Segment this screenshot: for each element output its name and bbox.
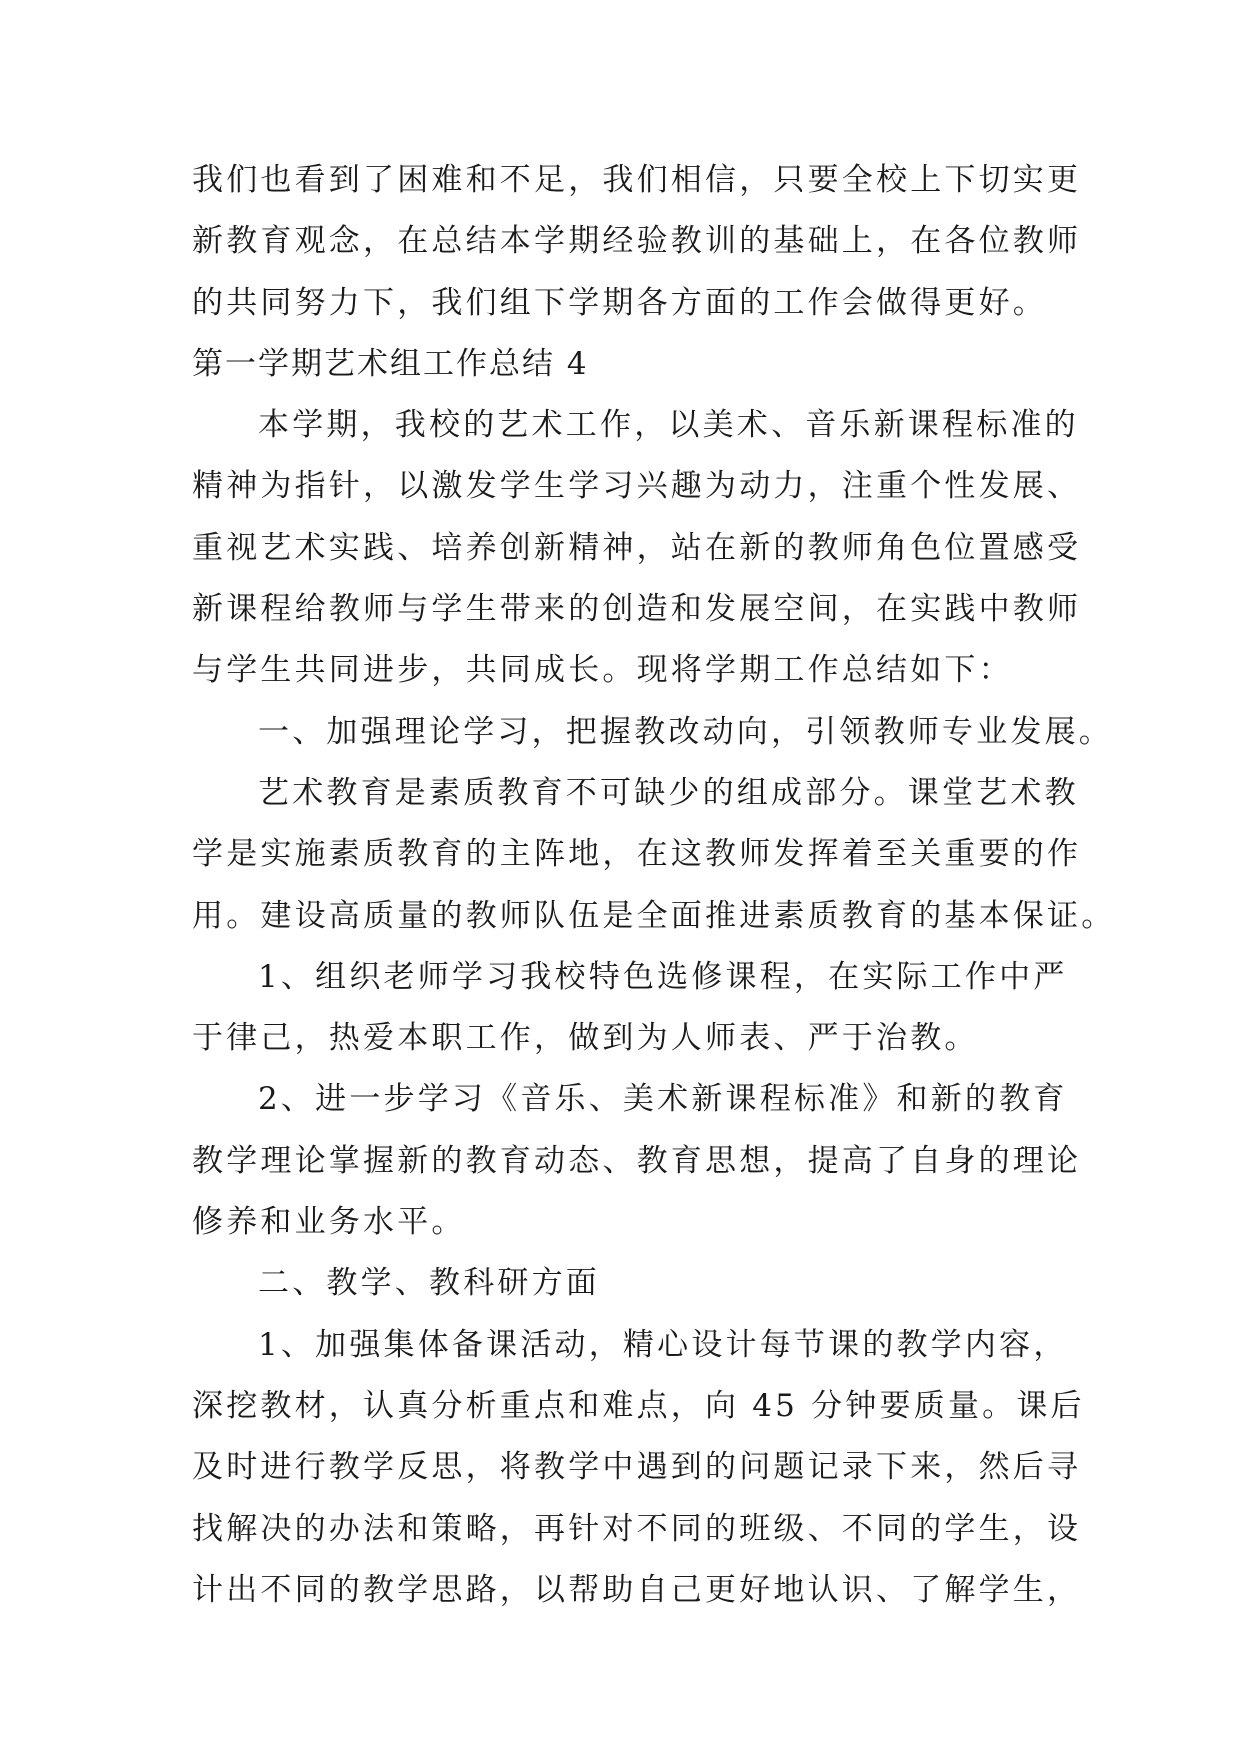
text-line: 及时进行教学反思，将教学中遇到的问题记录下来，然后寻: [192, 1449, 1082, 1486]
text-line: 深挖教材，认真分析重点和难点，向 45 分钟要质量。课后: [192, 1387, 1085, 1424]
list-item-line: 1、组织老师学习我校特色选修课程，在实际工作中严: [258, 958, 1068, 995]
text-line: 教学理论掌握新的教育动态、教育思想，提高了自身的理论: [192, 1142, 1082, 1179]
subheading-line: 一、加强理论学习，把握教改动向，引领教师专业发展。: [258, 713, 1113, 750]
text-line: 用。建设高质量的教师队伍是全面推进素质教育的基本保证。: [192, 897, 1116, 934]
text-line: 重视艺术实践、培养创新精神，站在新的教师角色位置感受: [192, 529, 1082, 566]
text-line: 于律己，热爱本职工作，做到为人师表、严于治教。: [192, 1020, 979, 1057]
subheading-line: 二、教学、教科研方面: [258, 1265, 600, 1302]
text-line: 新教育观念，在总结本学期经验教训的基础上，在各位教师: [192, 223, 1082, 260]
paragraph-start-line: 艺术教育是素质教育不可缺少的组成部分。课堂艺术教: [258, 774, 1079, 811]
text-line: 的共同努力下，我们组下学期各方面的工作会做得更好。: [192, 284, 1047, 321]
text-line: 精神为指针，以激发学生学习兴趣为动力，注重个性发展、: [192, 468, 1082, 505]
text-line: 找解决的办法和策略，再针对不同的班级、不同的学生，设: [192, 1510, 1082, 1547]
document-body: [192, 150, 1116, 1621]
text-line: 我们也看到了困难和不足，我们相信，只要全校上下切实更: [192, 162, 1082, 198]
list-item-line: 1、加强集体备课活动，精心设计每节课的教学内容，: [258, 1326, 1068, 1363]
section-title: 第一学期艺术组工作总结 4: [192, 345, 589, 382]
text-line: 学是实施素质教育的主阵地，在这教师发挥着至关重要的作: [192, 836, 1082, 873]
text-line: 修养和业务水平。: [192, 1204, 466, 1241]
text-line: 新课程给教师与学生带来的创造和发展空间，在实践中教师: [192, 591, 1082, 628]
text-line: 计出不同的教学思路，以帮助自己更好地认识、了解学生，: [192, 1571, 1082, 1608]
text-line: 与学生共同进步，共同成长。现将学期工作总结如下：: [192, 652, 1013, 689]
paragraph-start-line: 本学期，我校的艺术工作，以美术、音乐新课程标准的: [258, 407, 1079, 444]
list-item-line: 2、进一步学习《音乐、美术新课程标准》和新的教育: [258, 1081, 1068, 1118]
